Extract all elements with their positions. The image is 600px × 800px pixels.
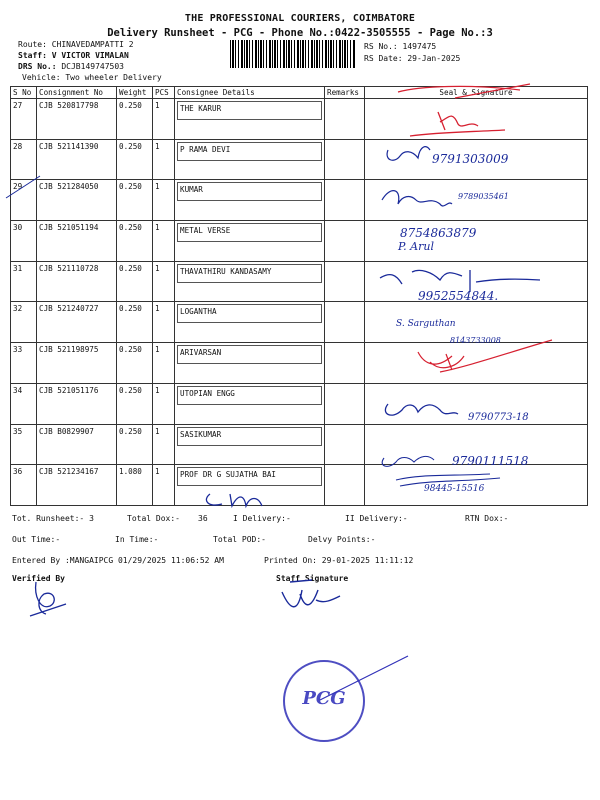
i-delivery: I Delivery:- (233, 514, 291, 523)
drs-value: DCJB149747503 (61, 62, 124, 71)
handwritten-phone-29: 9789035461 (458, 192, 509, 201)
row-sno: 28 (11, 139, 37, 180)
row-sno: 27 (11, 99, 37, 140)
row-weight: 0.250 (117, 180, 153, 221)
row-weight: 0.250 (117, 261, 153, 302)
row-consignee (175, 139, 325, 180)
table-row (11, 261, 588, 302)
table-row (11, 302, 588, 343)
row-weight: 0.250 (117, 424, 153, 465)
table-row (11, 343, 588, 384)
col-sno: S No (11, 87, 37, 99)
row-weight: 0.250 (117, 302, 153, 343)
ii-delivery: II Delivery:- (345, 514, 408, 523)
row-remarks (325, 261, 365, 302)
handwritten-name-32: S. Sarguthan (396, 319, 456, 329)
consignee-box: UTOPIAN ENGG (177, 386, 322, 405)
row-consignment: CJB 521198975 (37, 343, 117, 384)
rs-date: RS Date: 29-Jan-2025 (364, 54, 461, 63)
staff-text: Staff: V VICTOR VIMALAN (18, 51, 129, 60)
col-pcs: PCS (153, 87, 175, 99)
row-remarks (325, 99, 365, 140)
row-remarks (325, 465, 365, 506)
col-consignee: Consignee Details (175, 87, 325, 99)
row-remarks (325, 343, 365, 384)
row-remarks (325, 180, 365, 221)
row-weight: 1.080 (117, 465, 153, 506)
handwritten-phone-30: 8754863879 (400, 226, 477, 240)
consignee-box: KUMAR (177, 182, 322, 201)
table-header-row (11, 87, 588, 99)
barcode-image (230, 40, 356, 68)
total-dox-label: Total Dox:- (127, 514, 180, 523)
row-consignment: CJB 520817798 (37, 99, 117, 140)
verified-by-label: Verified By (12, 574, 65, 583)
row-pcs: 1 (153, 383, 175, 424)
row-consignee (175, 99, 325, 140)
handwritten-phone-34: 9790773-18 (468, 412, 529, 423)
total-dox-value: 36 (198, 514, 208, 523)
row-pcs: 1 (153, 302, 175, 343)
consignee-box: THE KARUR (177, 101, 322, 120)
row-remarks (325, 302, 365, 343)
consignee-box: THAVATHIRU KANDASAMY (177, 264, 322, 283)
company-stamp (283, 660, 365, 742)
row-consignee (175, 343, 325, 384)
rs-number: RS No.: 1497475 (364, 42, 437, 51)
row-sno: 34 (11, 383, 37, 424)
col-weight: Weight (117, 87, 153, 99)
row-sno: 30 (11, 221, 37, 262)
row-consignment: CJB 521051176 (37, 383, 117, 424)
tot-runsheet: Tot. Runsheet:- 3 (12, 514, 94, 523)
row-sno: 35 (11, 424, 37, 465)
drs-number (18, 62, 124, 71)
row-consignment: CJB 521051194 (37, 221, 117, 262)
route-text: Route: CHINAVEDAMPATTI 2 (18, 40, 134, 49)
col-signature: Seal & Signature (365, 87, 588, 99)
runsheet-subtitle: Delivery Runsheet - PCG - Phone No.:0422-3505555 - Page No.:3 (107, 27, 493, 39)
handwritten-phone-32: 8143733008 (450, 336, 501, 345)
vehicle-text: Vehicle: Two wheeler Delivery (22, 73, 162, 82)
total-pod: Total POD:- (213, 535, 266, 544)
row-remarks (325, 221, 365, 262)
row-consignee (175, 180, 325, 221)
row-consignee (175, 261, 325, 302)
row-sno: 32 (11, 302, 37, 343)
row-consignee (175, 302, 325, 343)
row-consignee (175, 383, 325, 424)
handwritten-phone-36: 98445-15516 (424, 484, 485, 494)
row-sno: 33 (11, 343, 37, 384)
consignee-box: METAL VERSE (177, 223, 322, 242)
verified-signature-icon (30, 582, 66, 616)
row-weight: 0.250 (117, 383, 153, 424)
row-pcs: 1 (153, 221, 175, 262)
handwritten-phone-35: 9790111518 (452, 454, 529, 468)
row-remarks (325, 139, 365, 180)
row-consignment: CJB 521110728 (37, 261, 117, 302)
row-pcs: 1 (153, 139, 175, 180)
runsheet-table (10, 86, 588, 506)
row-sno: 31 (11, 261, 37, 302)
consignee-box: PROF DR G SUJATHA BAI (177, 467, 322, 486)
in-time: In Time:- (115, 535, 159, 544)
consignee-box: ARIVARSAN (177, 345, 322, 364)
printed-on: Printed On: 29-01-2025 11:11:12 (264, 556, 414, 565)
row-sno: 29 (11, 180, 37, 221)
row-consignee (175, 221, 325, 262)
row-signature (365, 99, 588, 140)
row-weight: 0.250 (117, 221, 153, 262)
row-pcs: 1 (153, 465, 175, 506)
consignee-box: SASIKUMAR (177, 427, 322, 446)
rtn-dox: RTN Dox:- (465, 514, 509, 523)
table-row (11, 99, 588, 140)
row-weight: 0.250 (117, 99, 153, 140)
consignee-box: LOGANTHA (177, 304, 322, 323)
handwritten-phone-28: 9791303009 (432, 152, 509, 166)
handwritten-phone-31: 9952554844. (418, 289, 499, 303)
staff-signature-label: Staff Signature (276, 574, 349, 583)
row-pcs: 1 (153, 424, 175, 465)
col-consignment: Consignment No (37, 87, 117, 99)
row-remarks (325, 424, 365, 465)
row-consignee (175, 424, 325, 465)
row-consignment: CJB B0829907 (37, 424, 117, 465)
row-pcs: 1 (153, 261, 175, 302)
delvy-points: Delvy Points:- (308, 535, 376, 544)
col-remarks: Remarks (325, 87, 365, 99)
row-consignment: CJB 521234167 (37, 465, 117, 506)
row-consignee (175, 465, 325, 506)
consignee-box: P RAMA DEVI (177, 142, 322, 161)
handwritten-name-30: P. Arul (398, 240, 434, 253)
row-remarks (325, 383, 365, 424)
row-sno: 36 (11, 465, 37, 506)
stamp-text: PCG (302, 688, 346, 709)
out-time: Out Time:- (12, 535, 61, 544)
table-row (11, 465, 588, 506)
row-pcs: 1 (153, 343, 175, 384)
row-consignment: CJB 521240727 (37, 302, 117, 343)
row-consignment: CJB 521284050 (37, 180, 117, 221)
row-pcs: 1 (153, 180, 175, 221)
drs-label: DRS No.: (18, 62, 57, 71)
row-weight: 0.250 (117, 343, 153, 384)
row-pcs: 1 (153, 99, 175, 140)
company-title: THE PROFESSIONAL COURIERS, COIMBATORE (184, 13, 416, 24)
row-signature (365, 343, 588, 384)
entered-by: Entered By :MANGAIPCG 01/29/2025 11:06:52 AM (12, 556, 224, 565)
row-weight: 0.250 (117, 139, 153, 180)
table-row (11, 221, 588, 262)
staff-signature-icon (282, 580, 340, 607)
row-consignment: CJB 521141390 (37, 139, 117, 180)
